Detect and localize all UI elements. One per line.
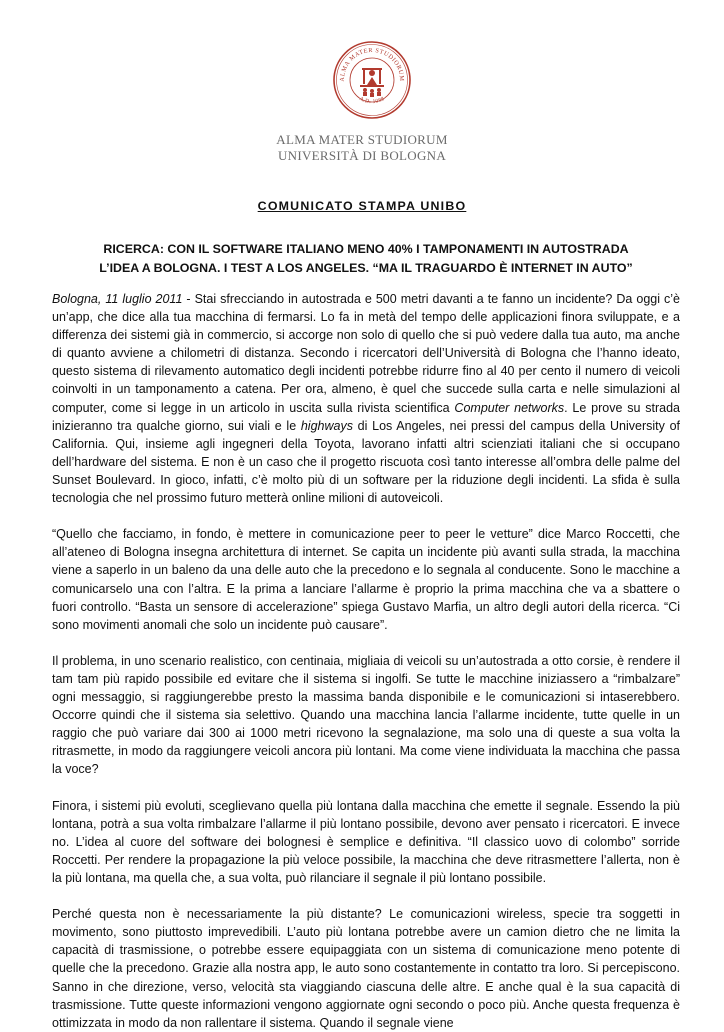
dateline: Bologna, 11 luglio 2011 xyxy=(52,292,183,306)
document-heading: COMUNICATO STAMPA UNIBO xyxy=(257,199,467,213)
paragraph-3: Il problema, in uno scenario realistico, con centinaia, migliaia di veicoli su un’autostrada a otto corsie, è rendere il tam tam più rapido possibile ed evitare che il sistema si ingolfi. Se tutte le macchine iniziassero a “rimbalzare” ogni messaggio, si raggiungerebbe presto la massima banda disponibile e le comunicazioni si intaserebbero. Occorre quindi che il sistema sia selettivo. Quando una macchina lancia l’allarme incidente, tutte quelle in un raggio che può variare dai 300 ai 1000 metri ricevono la segnalazione, ma solo una di queste a sua volta la ritrasmette, in modo da raggiungere veicoli ancora più lontani. Ma come viene individuata la macchina che passa la voce? xyxy=(52,653,680,777)
headline-line-2: L’IDEA A BOLOGNA. I TEST A LOS ANGELES. “MA IL TRAGUARDO È INTERNET IN AUTO” xyxy=(99,261,633,275)
paragraph-1 xyxy=(52,290,680,507)
university-seal-logo xyxy=(332,40,412,120)
institution-name: ALMA MATER STUDIORUM xyxy=(276,132,448,147)
institution-subname: UNIVERSITÀ DI BOLOGNA xyxy=(277,148,447,163)
journal-name: Computer networks xyxy=(454,400,565,415)
paragraph-1-text-a: - Stai sfrecciando in autostrada e 500 metri davanti a te fanno un incidente? Da oggi c’è un’app, che dice alla tua macchina di fermarsi. Lo fa in metà del tempo delle applicazioni finora sviluppate, e a differenza dei sistemi già in commercio, si accorge non solo di quello che si può vedere dalla tua auto, ma anche di quanto avviene a chilometri di distanza. Secondo i ricercatori dell’Università di Bologna che l’hanno ideato, questo sistema di rilevamento automatico degli incidenti potrebbe ridurre fino al 40 per cento il numero di veicoli coinvolti in un tamponamento a catena. Per ora, almeno, è quel che succede sulla carta e nelle simulazioni al computer, come si legge in un articolo in uscita sulla rivista scientifica xyxy=(52,292,681,415)
paragraph-5: Perché questa non è necessariamente la più distante? Le comunicazioni wireless, specie tra soggetti in movimento, sono piuttosto imprevedibili. L’auto più lontana potrebbe avere un camion dietro che ne limita la capacità di trasmissione, o potrebbe essere equipaggiata con un sistema di comunicazione meno potente di quelle che la precedono. Grazie alla nostra app, le auto sono costantemente in contatto tra loro. Si percepiscono. Sanno in che direzione, verso, velocità sta viaggiando ciascuna delle altre. E anche qual è la sua capacità di trasmissione. Tutte queste informazioni vengono aggiornate ogni secondo o poco più. Anche questa frequenza è ottimizzata in modo da non rallentare il sistema. Quando il segnale viene xyxy=(52,907,680,1030)
alma-mater-seal-icon xyxy=(332,40,412,120)
seal-figures-icon xyxy=(360,68,384,97)
paragraph-1-text-c: di Los Angeles, nei pressi del campus della University of California. Qui, insieme agli ingegneri della Toyota, lavorano infatti altri scienziati italiani che si occupano dell’hardware del sistema. E non è un caso che il progetto riscuota così tanto interesse all’ombra delle palme del Sunset Boulevard. In gioco, infatti, c’è molto più di un software per la riduzione degli incidenti. La sfida è sulla tecnologia che nel prossimo futuro metterà online milioni di autoveicoli. xyxy=(52,418,681,506)
article-body xyxy=(52,290,680,1032)
highways-word: highways xyxy=(300,418,353,433)
seal-motto-text: ALMA MATER STUDIORUM xyxy=(338,46,406,82)
paragraph-2: “Quello che facciamo, in fondo, è mettere in comunicazione peer to peer le vetture” dice Marco Roccetti, che all’ateneo di Bologna insegna architettura di internet. Se capita un incidente più avanti sulla strada, la macchina viene a saperlo in un baleno da una delle auto che la precedono e lo segnala al conducente. Sono le macchine a comunicarselo una con l’altra. E la prima a lanciare l’allarme è proprio la prima macchina che va a sbattere o fuori controllo. “Basta un sensore di accelerazione” spiega Gustavo Marfia, un altro degli autori della ricerca. “Ci sono movimenti anomali che solo un incidente può causare”. xyxy=(52,527,680,632)
headline-line-1: RICERCA: CON IL SOFTWARE ITALIANO MENO 40% I TAMPONAMENTI IN AUTOSTRADA xyxy=(103,242,629,256)
seal-date-text: A.D. 1088 xyxy=(358,95,386,106)
paragraph-1-text-b: . Le prove su strada inizieranno tra qualche giorno, sui viali e le xyxy=(52,400,680,433)
paragraph-4: Finora, i sistemi più evoluti, sceglievano quella più lontana dalla macchina che emette il segnale. Essendo la più lontana, potrà a sua volta rimbalzare l’allarme il più lontano possibile, devono aver pensato i ricercatori. E invece no. L’idea al cuore del software dei bolognesi è semplice e definitiva. “Il classico uovo di colombo” sorride Roccetti. Per rendere la propagazione la più veloce possibile, la macchina che deve ritrasmettere l’allerta, non è la più lontana, ma quella che, a sua volta, può rilanciare il segnale il più lontano possibile. xyxy=(52,798,680,885)
